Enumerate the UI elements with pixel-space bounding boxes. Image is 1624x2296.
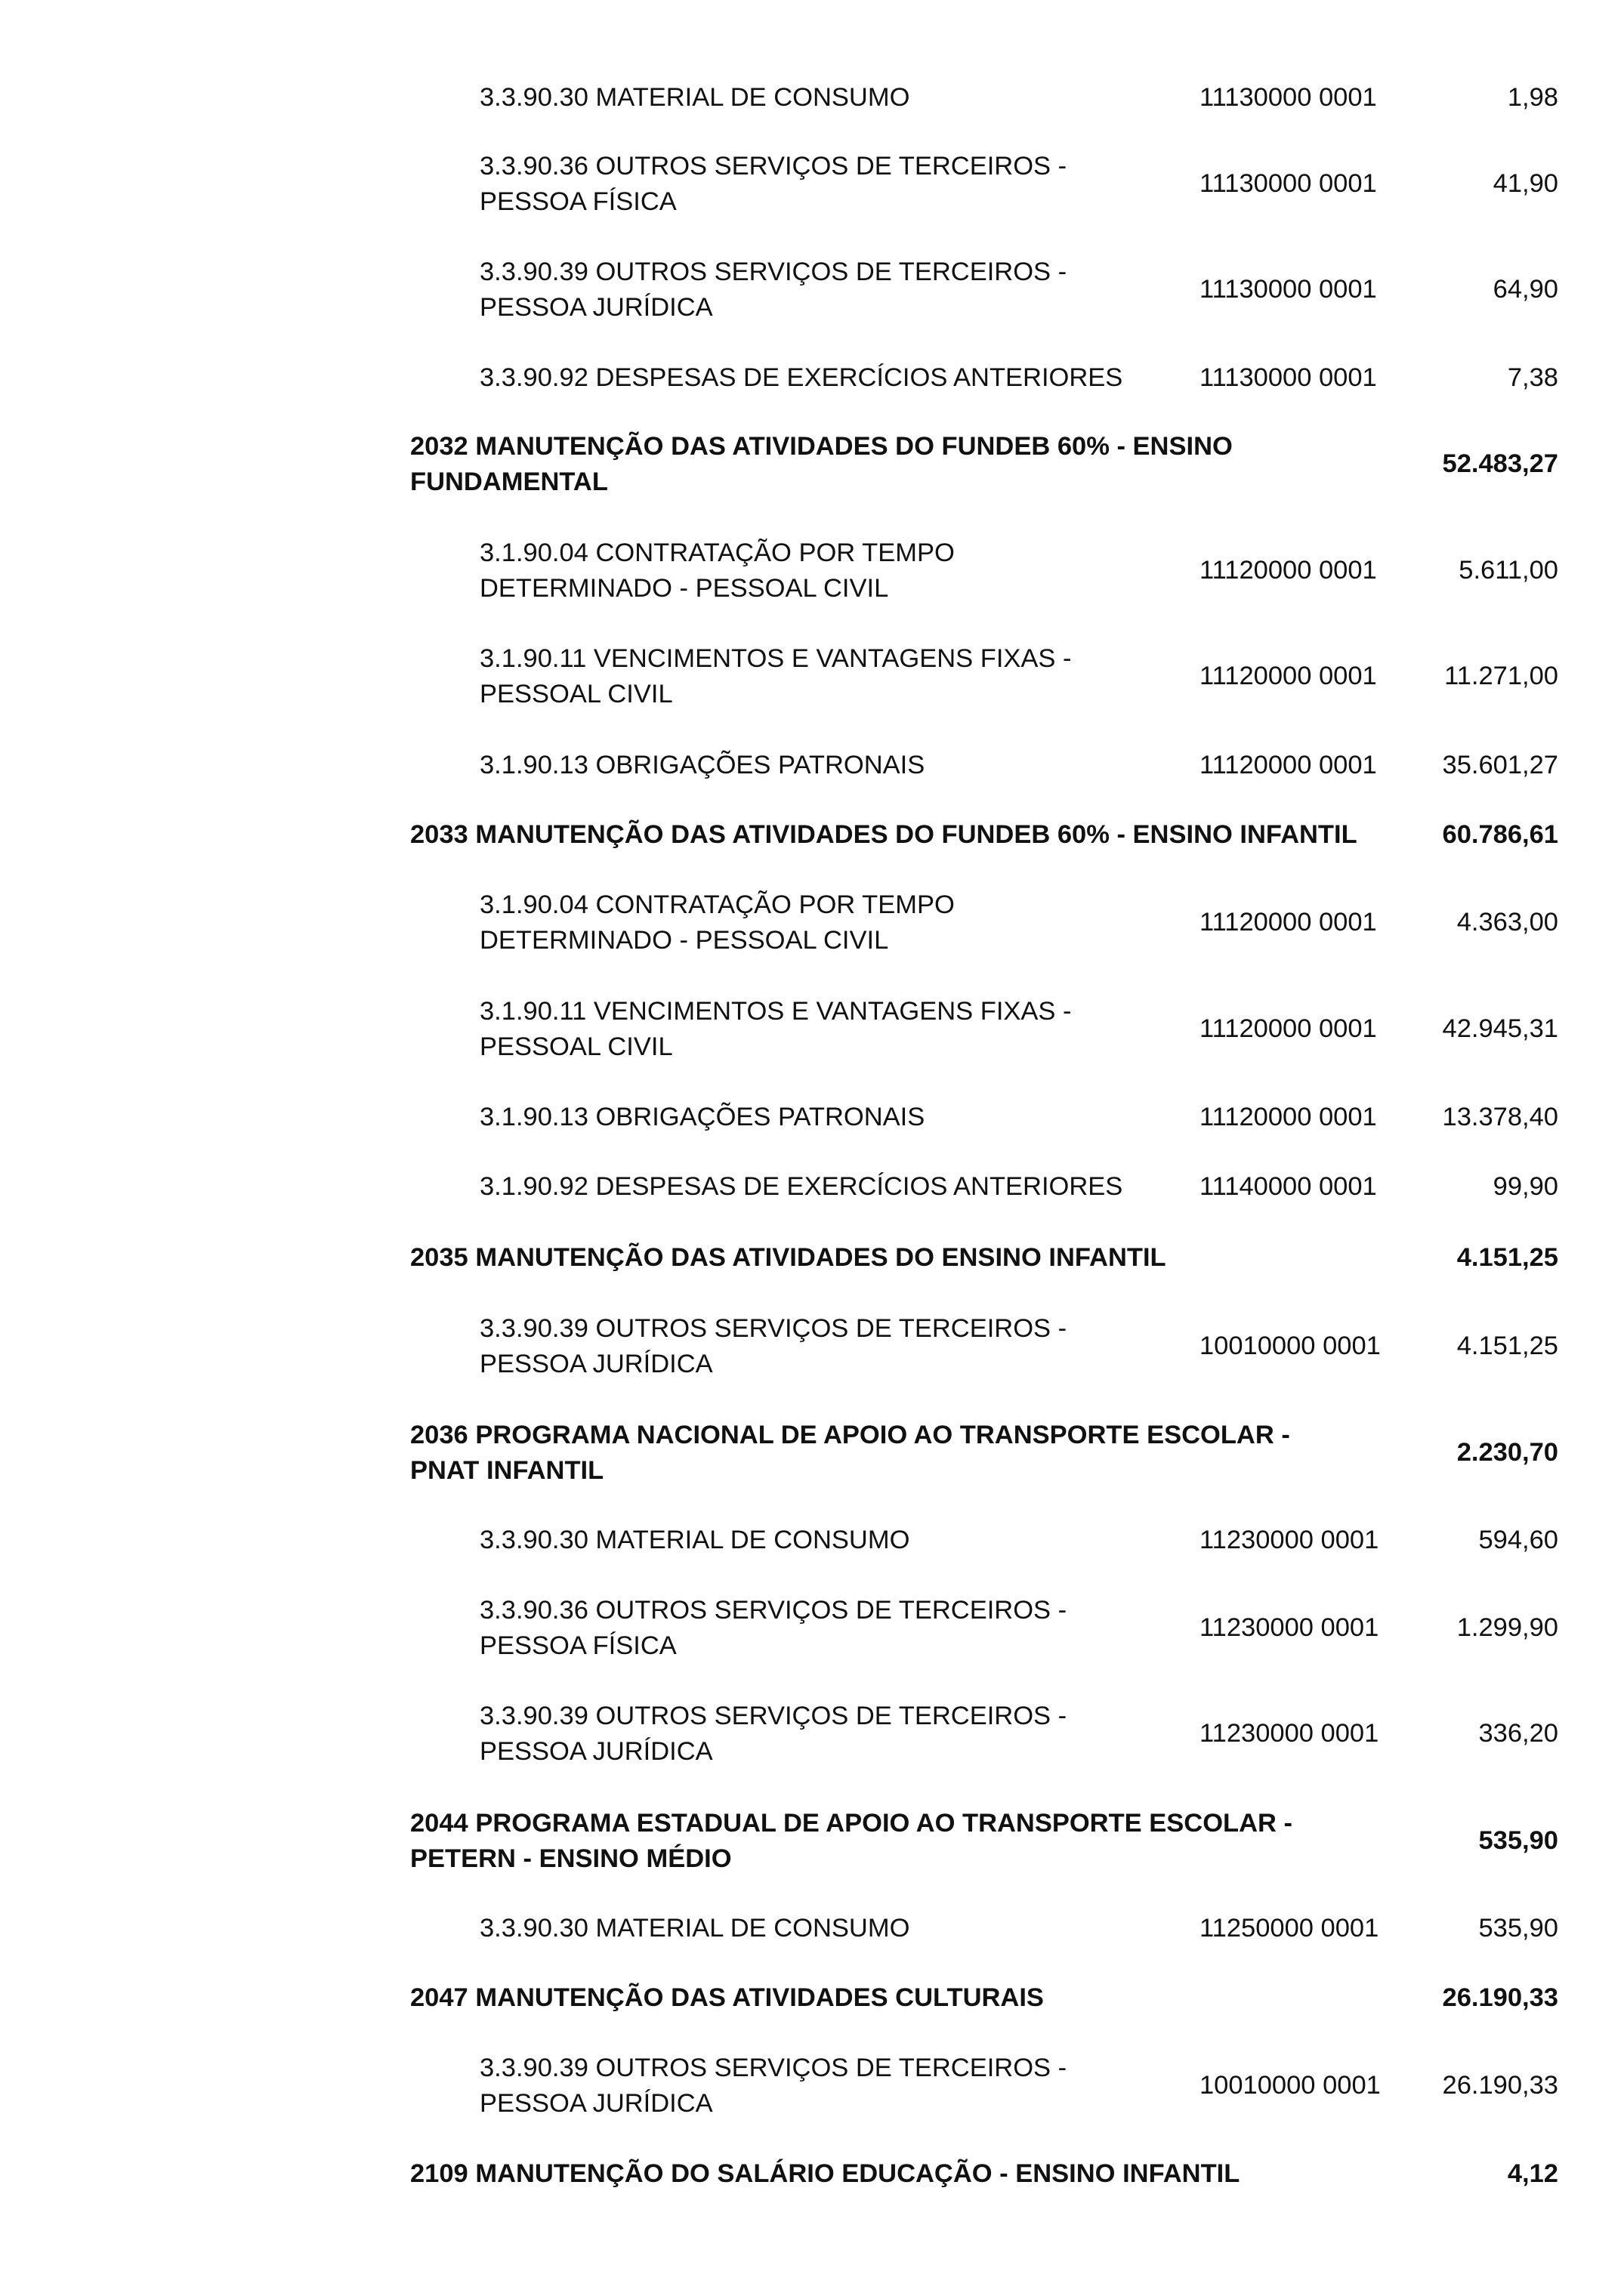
- item-description: 3.1.90.11 VENCIMENTOS E VANTAGENS FIXAS - PESSOAL CIVIL: [480, 644, 1072, 708]
- item-amount: 42.945,31: [1442, 1014, 1558, 1043]
- item-description: 3.3.90.39 OUTROS SERVIÇOS DE TERCEIROS - PESSOA JURÍDICA: [480, 2054, 1067, 2118]
- program-total: 52.483,27: [1442, 449, 1558, 478]
- item-amount: 535,90: [1478, 1914, 1558, 1943]
- program-title: 2032 MANUTENÇÃO DAS ATIVIDADES DO FUNDEB 60% - ENSINO FUNDAMENTAL: [410, 432, 1233, 496]
- item-description: 3.3.90.30 MATERIAL DE CONSUMO: [480, 1526, 910, 1554]
- item-source-code: 11250000 0001: [1199, 1914, 1379, 1943]
- item-description: 3.3.90.39 OUTROS SERVIÇOS DE TERCEIROS - PESSOA JURÍDICA: [480, 1702, 1067, 1766]
- item-source-code: 11130000 0001: [1199, 363, 1377, 392]
- item-source-code: 11120000 0001: [1199, 1014, 1377, 1043]
- item-amount: 35.601,27: [1442, 751, 1558, 779]
- item-source-code: 10010000 0001: [1199, 1332, 1381, 1360]
- program-title: 2047 MANUTENÇÃO DAS ATIVIDADES CULTURAIS: [410, 1983, 1044, 2012]
- program-title: 2109 MANUTENÇÃO DO SALÁRIO EDUCAÇÃO - ENSINO INFANTIL: [410, 2159, 1240, 2188]
- item-description: 3.3.90.92 DESPESAS DE EXERCÍCIOS ANTERIORES: [480, 363, 1123, 392]
- item-description: 3.3.90.36 OUTROS SERVIÇOS DE TERCEIROS - PESSOA FÍSICA: [480, 152, 1067, 216]
- program-title: 2033 MANUTENÇÃO DAS ATIVIDADES DO FUNDEB 60% - ENSINO INFANTIL: [410, 820, 1357, 849]
- item-amount: 594,60: [1478, 1526, 1558, 1554]
- item-description: 3.3.90.30 MATERIAL DE CONSUMO: [480, 83, 910, 112]
- program-title: 2036 PROGRAMA NACIONAL DE APOIO AO TRANSPORTE ESCOLAR - PNAT INFANTIL: [410, 1421, 1290, 1485]
- item-amount: 1.299,90: [1456, 1613, 1558, 1642]
- item-source-code: 11230000 0001: [1199, 1719, 1379, 1748]
- item-description: 3.1.90.11 VENCIMENTOS E VANTAGENS FIXAS - PESSOAL CIVIL: [480, 997, 1072, 1061]
- item-amount: 4.151,25: [1456, 1332, 1558, 1360]
- program-title: 2044 PROGRAMA ESTADUAL DE APOIO AO TRANSPORTE ESCOLAR - PETERN - ENSINO MÉDIO: [410, 1809, 1293, 1873]
- item-description: 3.3.90.39 OUTROS SERVIÇOS DE TERCEIROS - PESSOA JURÍDICA: [480, 1314, 1067, 1378]
- program-total: 4,12: [1507, 2159, 1558, 2188]
- item-source-code: 11130000 0001: [1199, 275, 1377, 304]
- item-description: 3.1.90.04 CONTRATAÇÃO POR TEMPO DETERMINADO - PESSOAL CIVIL: [480, 539, 955, 603]
- item-source-code: 11120000 0001: [1199, 1103, 1377, 1131]
- item-description: 3.1.90.13 OBRIGAÇÕES PATRONAIS: [480, 1103, 925, 1131]
- item-description: 3.1.90.92 DESPESAS DE EXERCÍCIOS ANTERIORES: [480, 1172, 1123, 1201]
- program-title: 2035 MANUTENÇÃO DAS ATIVIDADES DO ENSINO INFANTIL: [410, 1243, 1166, 1272]
- item-source-code: 11230000 0001: [1199, 1526, 1379, 1554]
- item-source-code: 11140000 0001: [1199, 1172, 1377, 1201]
- program-total: 4.151,25: [1456, 1243, 1558, 1272]
- item-amount: 99,90: [1493, 1172, 1558, 1201]
- item-amount: 336,20: [1478, 1719, 1558, 1748]
- item-description: 3.3.90.39 OUTROS SERVIÇOS DE TERCEIROS - PESSOA JURÍDICA: [480, 258, 1067, 322]
- item-description: 3.3.90.30 MATERIAL DE CONSUMO: [480, 1914, 910, 1943]
- program-total: 60.786,61: [1442, 820, 1558, 849]
- item-amount: 7,38: [1507, 363, 1558, 392]
- item-source-code: 11120000 0001: [1199, 556, 1377, 585]
- item-description: 3.3.90.36 OUTROS SERVIÇOS DE TERCEIROS - PESSOA FÍSICA: [480, 1596, 1067, 1660]
- item-amount: 13.378,40: [1442, 1103, 1558, 1131]
- item-source-code: 11130000 0001: [1199, 169, 1377, 198]
- item-amount: 1,98: [1507, 83, 1558, 112]
- item-description: 3.1.90.04 CONTRATAÇÃO POR TEMPO DETERMINADO - PESSOAL CIVIL: [480, 890, 955, 955]
- program-total: 535,90: [1478, 1826, 1558, 1855]
- program-total: 2.230,70: [1456, 1438, 1558, 1467]
- item-source-code: 11120000 0001: [1199, 908, 1377, 937]
- item-amount: 26.190,33: [1442, 2071, 1558, 2100]
- program-total: 26.190,33: [1442, 1983, 1558, 2012]
- item-amount: 64,90: [1493, 275, 1558, 304]
- item-source-code: 11120000 0001: [1199, 662, 1377, 690]
- item-source-code: 11130000 0001: [1199, 83, 1377, 112]
- item-amount: 5.611,00: [1459, 556, 1558, 585]
- item-amount: 11.271,00: [1444, 662, 1558, 690]
- item-source-code: 11120000 0001: [1199, 751, 1377, 779]
- item-source-code: 11230000 0001: [1199, 1613, 1379, 1642]
- item-source-code: 10010000 0001: [1199, 2071, 1381, 2100]
- item-amount: 4.363,00: [1456, 908, 1558, 937]
- item-amount: 41,90: [1493, 169, 1558, 198]
- item-description: 3.1.90.13 OBRIGAÇÕES PATRONAIS: [480, 751, 925, 779]
